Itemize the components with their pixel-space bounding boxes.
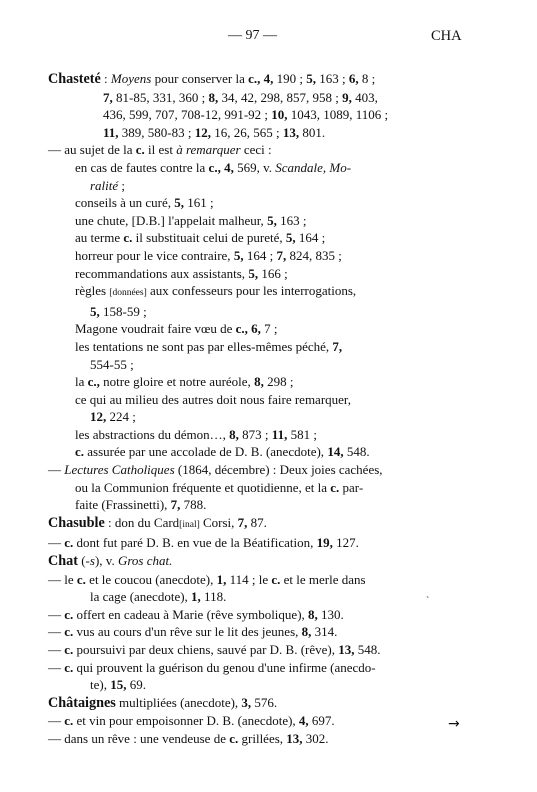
index-text: 6,: [348, 71, 359, 86]
index-text: 8 ;: [358, 71, 376, 86]
index-text: en cas de fautes contre la: [75, 159, 209, 175]
index-line: [48, 552, 433, 571]
index-line: [48, 229, 433, 247]
index-text: —: [48, 535, 65, 551]
index-text: 87.: [247, 514, 267, 530]
index-line: [48, 373, 433, 391]
index-text: 12,: [90, 409, 107, 425]
index-text: 5,: [90, 303, 100, 319]
index-text: —: [48, 642, 65, 657]
index-line: [48, 426, 433, 444]
index-text: 576.: [251, 694, 278, 710]
index-text: et le coucou (anecdote),: [85, 571, 217, 587]
index-text: 6,: [251, 321, 261, 337]
index-line: [48, 588, 433, 606]
index-text: 4,: [298, 713, 309, 729]
index-text: 697.: [308, 713, 335, 729]
index-text: 158-59 ;: [99, 303, 147, 319]
index-line: [48, 106, 433, 124]
index-text: 13,: [286, 730, 303, 746]
index-text: la: [75, 374, 88, 390]
index-line: [48, 534, 433, 552]
index-line: [48, 623, 433, 641]
index-text: il est: [144, 142, 177, 158]
index-text: par-: [339, 479, 364, 495]
index-text: 1,: [191, 589, 201, 605]
index-text: 190 ;: [273, 71, 307, 86]
index-text: Moyens: [110, 71, 152, 86]
index-text: 13,: [282, 124, 300, 140]
index-text: 302.: [302, 730, 329, 746]
index-text: 298 ;: [263, 374, 294, 390]
index-text: 19,: [316, 535, 333, 551]
index-text: 163 ;: [276, 212, 307, 228]
index-entries: [48, 70, 433, 748]
index-text: offert en cadeau à Marie (rêve symbolique),: [73, 606, 309, 622]
index-text: une chute, [D.B.] l'appelait malheur,: [75, 212, 268, 228]
index-text: 548.: [354, 642, 381, 657]
index-text: 8,: [254, 374, 264, 390]
index-text: 5,: [248, 265, 259, 281]
index-text: et vin pour empoisonner D. B. (anecdote),: [73, 713, 299, 729]
index-text: 161 ;: [184, 195, 214, 211]
index-text: c.: [271, 571, 281, 587]
index-text: 15,: [110, 677, 127, 693]
index-text: aux confesseurs pour les interrogations,: [146, 283, 357, 299]
index-text: Corsi,: [199, 514, 238, 530]
index-text: : don du Card: [104, 514, 180, 530]
index-text: 163 ;: [316, 71, 349, 86]
index-text: 824, 835 ;: [286, 247, 342, 263]
index-text: 436, 599, 707, 708-12, 991-92 ;: [103, 107, 272, 123]
index-text: c.: [64, 713, 74, 729]
index-text: 569, v.: [233, 159, 276, 175]
index-line: [48, 461, 433, 479]
index-text: 13,: [338, 642, 355, 657]
index-text: ralité: [90, 177, 119, 193]
index-text: c.: [135, 142, 145, 158]
index-text: c.: [64, 642, 74, 657]
index-line: [48, 514, 433, 535]
index-text: c.,: [235, 321, 248, 337]
index-headword: Chat: [48, 553, 78, 570]
index-line: [48, 303, 433, 321]
index-text: —: [48, 606, 65, 622]
index-text: ;: [118, 177, 126, 193]
index-line: [48, 712, 433, 730]
index-text: 69.: [126, 677, 146, 693]
index-text: c.: [64, 606, 74, 622]
index-text: 389, 580-83 ;: [118, 124, 195, 140]
index-text: —: [48, 659, 65, 675]
index-text: 11,: [103, 124, 119, 140]
index-text: — dans un rêve : une vendeuse de: [48, 730, 230, 746]
index-line: [48, 247, 433, 265]
index-text: 4,: [224, 159, 234, 175]
index-text: 5,: [306, 71, 317, 86]
index-headword: Châtaignes: [48, 694, 116, 711]
index-text: c.: [123, 230, 133, 246]
index-line: [48, 408, 433, 426]
index-text: c.: [330, 479, 340, 495]
index-text: s: [89, 553, 95, 569]
index-text: 4,: [263, 71, 274, 86]
index-text: recommandations aux assistants,: [75, 265, 249, 281]
index-text: —: [48, 624, 65, 640]
index-line: [48, 159, 433, 177]
index-text: multipliées (anecdote),: [115, 694, 242, 710]
index-text: 7 ;: [260, 321, 278, 337]
index-text: 5,: [233, 247, 244, 263]
index-text: qui prouvent la guérison du genou d'une infirme (anecdo-: [73, 659, 376, 675]
index-line: [48, 571, 433, 589]
page-header: [0, 28, 537, 48]
index-text: assurée par une accolade de D. B. (anecdote),: [84, 444, 328, 460]
index-text: Scandale, Mo-: [275, 159, 352, 175]
index-text: — au sujet de la: [48, 142, 136, 158]
index-text: c.,: [248, 71, 261, 86]
page-number: — 97 —: [228, 28, 277, 43]
index-text: ce qui au milieu des autres doit nous faire remarquer,: [75, 391, 351, 407]
index-text: pour conserver la: [151, 71, 249, 86]
index-text: 14,: [327, 444, 344, 460]
index-text: 34, 42, 298, 857, 958 ;: [218, 89, 343, 105]
index-line: [48, 265, 433, 283]
index-text: 114 ; le: [226, 571, 272, 587]
index-text: 788.: [180, 497, 207, 513]
index-headword: Chasteté: [48, 71, 101, 87]
index-text: 7,: [103, 89, 113, 105]
index-text: faite (Frassinetti),: [75, 497, 171, 513]
index-text: c.: [64, 624, 74, 640]
index-headword: Chasuble: [48, 514, 105, 531]
index-line: [48, 70, 433, 89]
index-text: ), v.: [94, 553, 118, 569]
index-text: 548.: [343, 444, 370, 460]
index-line: [48, 391, 433, 409]
index-text: vus au cours d'un rêve sur le lit des jeunes,: [73, 624, 302, 640]
index-text: 127.: [332, 535, 359, 551]
index-line: [48, 641, 433, 659]
index-text: notre gloire et notre auréole,: [99, 374, 255, 390]
index-text: au terme: [75, 230, 124, 246]
index-text: 118.: [200, 589, 227, 605]
index-text: et le merle dans: [280, 571, 366, 587]
index-text: 314.: [311, 624, 338, 640]
index-text: les tentations ne sont pas par elles-mêmes péché,: [75, 338, 333, 354]
index-text: 801.: [299, 124, 326, 140]
index-line: [48, 694, 433, 713]
index-line: [48, 124, 433, 142]
index-text: 5,: [174, 195, 185, 211]
index-text: Lectures Catholiques: [64, 462, 175, 478]
index-line: [48, 356, 433, 374]
index-text: ceci :: [240, 142, 272, 158]
index-text: 7,: [237, 514, 248, 530]
running-head: CHA: [431, 28, 462, 44]
index-text: [inal]: [179, 519, 200, 530]
index-text: 581 ;: [287, 426, 317, 442]
index-text: te),: [90, 677, 111, 693]
index-text: 7,: [170, 497, 181, 513]
index-text: :: [100, 71, 111, 86]
index-text: 8,: [301, 624, 312, 640]
index-text: 3,: [241, 694, 252, 710]
index-text: 164 ;: [295, 230, 326, 246]
index-text: 166 ;: [258, 265, 288, 281]
index-text: horreur pour le vice contraire,: [75, 247, 234, 263]
index-text: 164 ;: [243, 247, 277, 263]
index-line: [48, 89, 433, 107]
index-text: c.: [64, 535, 74, 551]
index-text: dont fut paré D. B. en vue de la Béatification,: [73, 535, 317, 551]
index-text: 1043, 1089, 1106 ;: [287, 107, 389, 123]
margin-mark: ˋ: [426, 596, 430, 607]
index-text: à remarquer: [176, 142, 241, 158]
index-text: il substituait celui de pureté,: [132, 230, 286, 246]
index-text: 873 ;: [238, 426, 272, 442]
index-text: règles: [75, 283, 110, 299]
index-line: [48, 730, 433, 748]
index-line: [48, 479, 433, 497]
index-text: ou la Communion fréquente et quotidienne, et la: [75, 479, 331, 495]
index-text: 403,: [351, 89, 378, 105]
index-text: —: [48, 713, 65, 729]
index-text: 8,: [229, 426, 239, 442]
index-text: 12,: [194, 124, 211, 140]
index-text: conseils à un curé,: [75, 195, 175, 211]
index-text: 7,: [276, 247, 287, 263]
index-line: [48, 606, 433, 624]
index-line: [48, 659, 433, 677]
index-text: 5,: [267, 212, 277, 228]
index-text: 554-55 ;: [90, 356, 134, 372]
index-text: c.: [229, 730, 239, 746]
index-text: poursuivi par deux chiens, sauvé par D. B. (rêve),: [73, 642, 339, 657]
index-text: — le: [48, 571, 77, 587]
index-line: [48, 676, 433, 694]
index-text: c.: [75, 444, 85, 460]
index-text: 130.: [317, 606, 344, 622]
index-line: [48, 194, 433, 212]
index-text: 11,: [271, 426, 288, 442]
index-text: grillées,: [238, 730, 287, 746]
index-line: [48, 320, 433, 338]
index-line: [48, 141, 433, 159]
index-text: les abstractions du démon…,: [75, 426, 230, 442]
index-text: Gros chat.: [117, 553, 173, 569]
index-text: Magone voudrait faire vœu de: [75, 321, 236, 337]
index-line: [48, 338, 433, 356]
index-line: [48, 212, 433, 230]
index-line: [48, 177, 433, 195]
index-text: 9,: [342, 89, 352, 105]
index-text: 1,: [216, 571, 227, 587]
index-line: [48, 282, 433, 303]
index-line: [48, 496, 433, 514]
index-text: 81-85, 331, 360 ;: [112, 89, 209, 105]
index-text: 8,: [208, 89, 219, 105]
index-text: la cage (anecdote),: [90, 589, 192, 605]
arrow-right-icon: →: [448, 716, 460, 732]
index-text: —: [48, 462, 65, 478]
index-text: c.,: [87, 374, 100, 390]
index-text: c.: [64, 659, 74, 675]
index-text: 5,: [285, 230, 296, 246]
index-line: [48, 443, 433, 461]
index-text: 7,: [332, 338, 343, 354]
index-text: (1864, décembre) : Deux joies cachées,: [174, 462, 383, 478]
index-text: [données]: [109, 288, 147, 299]
index-text: 8,: [308, 606, 318, 622]
index-text: c.,: [208, 159, 221, 175]
index-text: 16, 26, 565 ;: [211, 124, 283, 140]
index-text: (-: [77, 553, 90, 569]
index-text: 224 ;: [106, 409, 136, 425]
index-text: 10,: [271, 107, 288, 123]
index-text: c.: [76, 571, 86, 587]
